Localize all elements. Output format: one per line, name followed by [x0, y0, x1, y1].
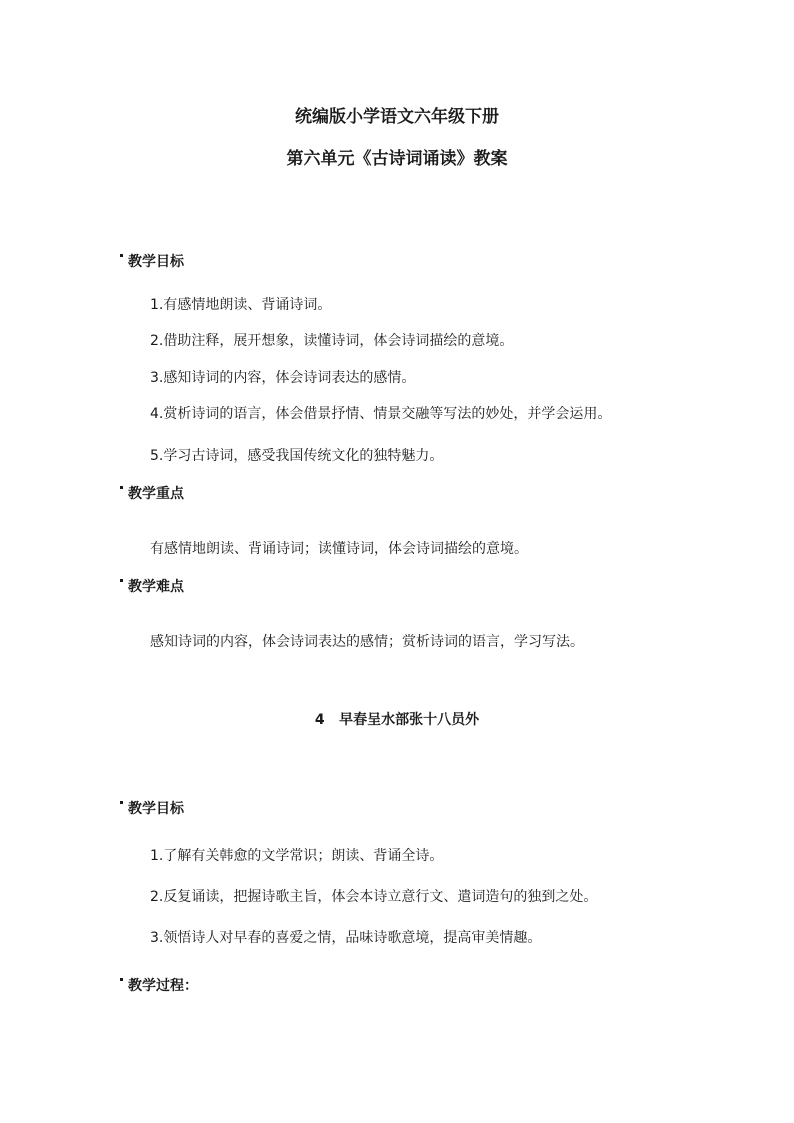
unit-objective-item: 3.感知诗词的内容，体会诗词表达的感情。: [150, 370, 416, 386]
bullet-marker: [120, 978, 123, 981]
unit-difficulties-heading: [120, 577, 184, 597]
document-subtitle: 第六单元《古诗词诵读》教案: [286, 149, 508, 169]
lesson-objective-item: 1.了解有关韩愈的文学常识；朗读、背诵全诗。: [150, 848, 444, 864]
heading-text: 教学重点: [128, 486, 184, 502]
lesson-process-heading: [120, 976, 198, 996]
bullet-marker: [120, 579, 123, 582]
unit-objective-item: 5.学习古诗词，感受我国传统文化的独特魅力。: [150, 448, 444, 464]
lesson-objective-item: 3.领悟诗人对早春的喜爱之情，品味诗歌意境，提高审美情趣。: [150, 930, 542, 946]
heading-text: 教学难点: [128, 579, 184, 595]
bullet-marker: [120, 801, 123, 804]
unit-objective-item: 2.借助注释，展开想象，读懂诗词，体会诗词描绘的意境。: [150, 333, 514, 349]
lesson-title: 4 早春呈水部张十八员外: [314, 712, 480, 728]
unit-key-points-heading: [120, 484, 184, 504]
heading-text: 教学过程：: [128, 978, 198, 994]
lesson-objectives-heading: [120, 799, 184, 819]
unit-objectives-heading: [120, 252, 184, 272]
lesson-objective-item: 2.反复诵读，把握诗歌主旨，体会本诗立意行文、遣词造句的独到之处。: [150, 889, 598, 905]
heading-text: 教学目标: [128, 801, 184, 817]
unit-difficulties-text: 感知诗词的内容，体会诗词表达的感情；赏析诗词的语言，学习写法。: [150, 634, 584, 650]
unit-objective-item: 4.赏析诗词的语言，体会借景抒情、情景交融等写法的妙处，并学会运用。: [150, 406, 612, 422]
document-title: 统编版小学语文六年级下册: [295, 107, 499, 127]
bullet-marker: [120, 486, 123, 489]
bullet-marker: [120, 254, 123, 257]
unit-key-points-text: 有感情地朗读、背诵诗词；读懂诗词，体会诗词描绘的意境。: [150, 541, 528, 557]
heading-text: 教学目标: [128, 254, 184, 270]
unit-objective-item: 1.有感情地朗读、背诵诗词。: [150, 297, 332, 313]
